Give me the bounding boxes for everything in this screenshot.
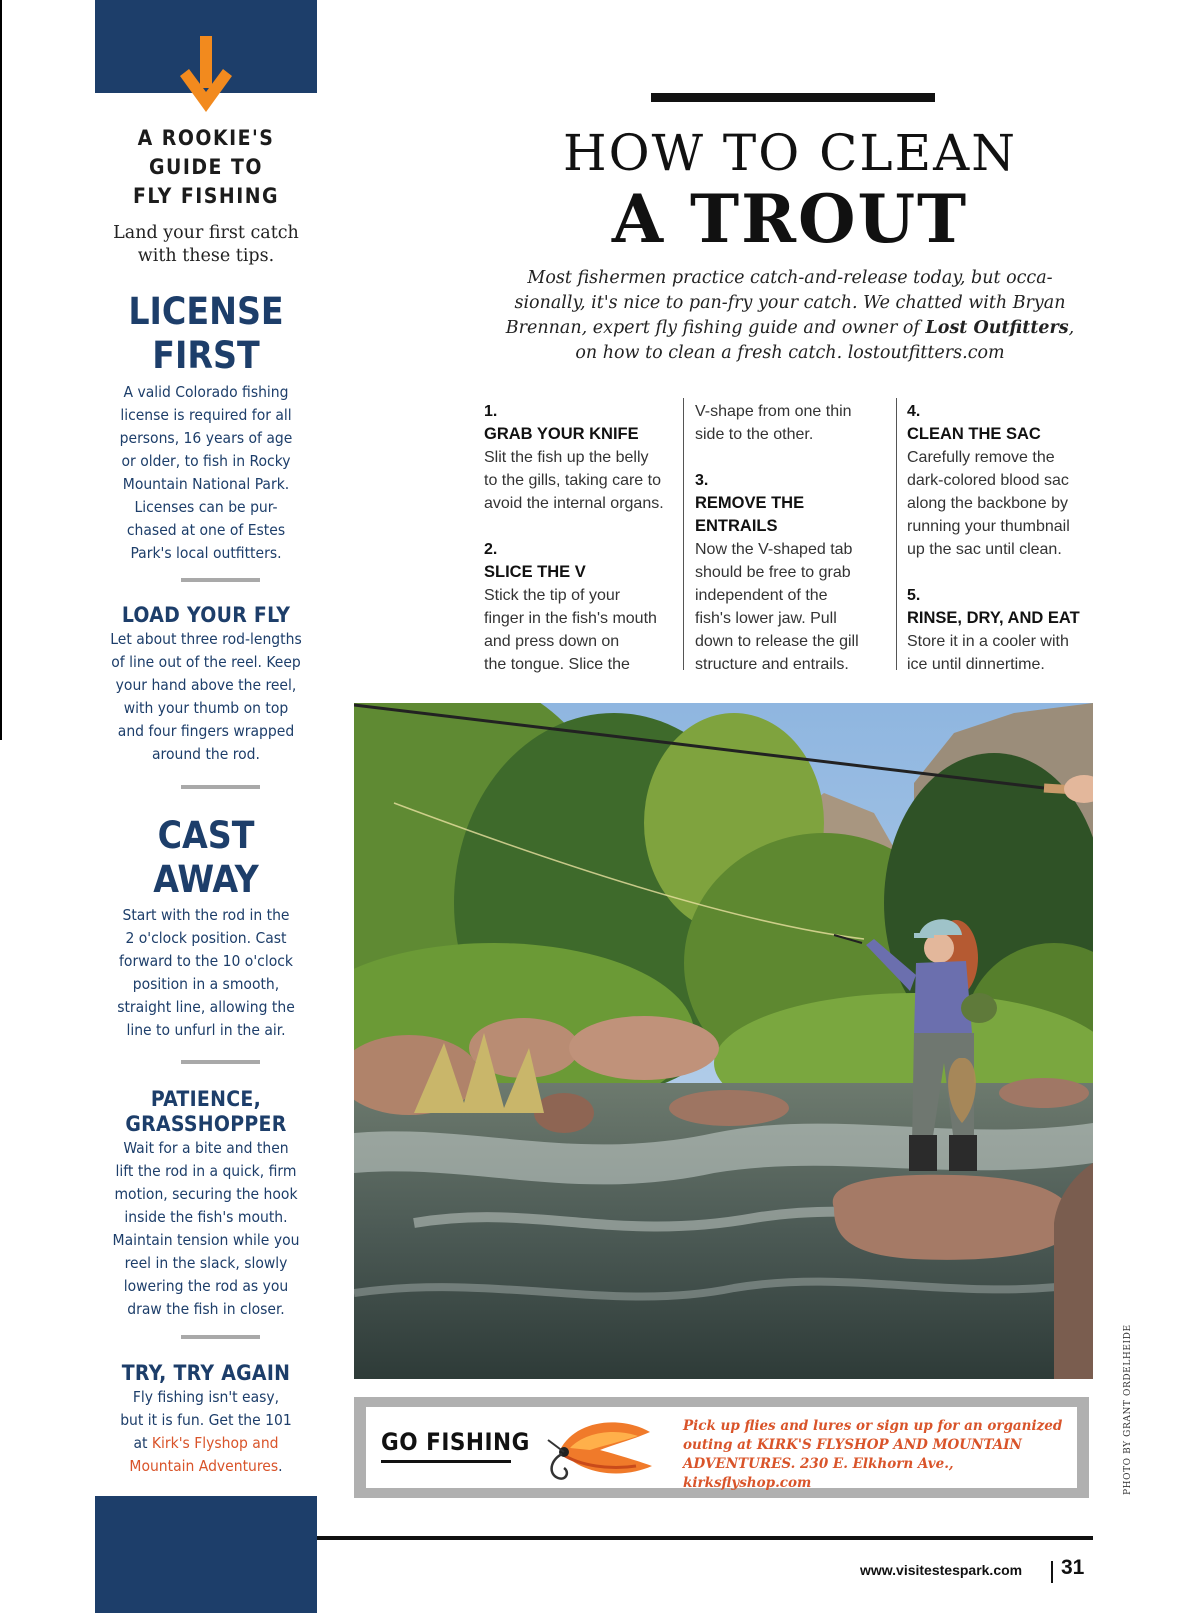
go-fishing-underline	[381, 1460, 511, 1463]
section-patience-grasshopper	[95, 1087, 317, 1321]
step-number: 4.	[907, 403, 921, 420]
step-body: Store it in a cooler with ice until dinnertime.	[907, 633, 1069, 673]
sidebar-kicker-subtitle: Land your first catch with these tips.	[113, 223, 299, 266]
step-body: Carefully remove the dark-colored blood sac along the backbone by running your thumbnail up the sac until clean.	[907, 449, 1070, 558]
step-title: REMOVE THE ENTRAILS	[695, 494, 805, 535]
column-divider	[683, 398, 684, 670]
section-body: Start with the rod in the 2 o'clock position. Cast forward to the 10 o'clock position in a smooth, straight line, allowing the line to unfurl in the air.	[117, 906, 295, 1039]
column-divider	[896, 398, 897, 670]
footer-rule	[317, 1536, 1093, 1540]
step-title: GRAB YOUR KNIFE	[484, 425, 639, 443]
fly-fishing-photo	[354, 703, 1093, 1379]
section-body: A valid Colorado fishing license is required for all persons, 16 years of age or older, to fish in Rocky Mountain National Park. Licenses can be pur- chased at one of Estes Park's local outfitters.	[119, 383, 293, 562]
kirks-flyshop-link[interactable]: Kirk's Flyshop and	[151, 1434, 279, 1452]
section-heading: LOAD YOUR FLY	[121, 603, 291, 627]
go-fishing-label: GO FISHING	[381, 1428, 530, 1456]
steps-column-1	[484, 400, 674, 676]
title-top-rule	[651, 93, 935, 102]
section-body: Fly fishing isn't easy, but it is fun. Get the 101 at Kirk's Flyshop and Mountain Adventures.	[120, 1388, 292, 1475]
lost-outfitters-name: Lost Outfitters	[925, 318, 1069, 338]
section-divider	[181, 785, 260, 789]
article-title-line1: HOW TO CLEAN	[563, 124, 1017, 182]
section-divider	[181, 1335, 260, 1339]
step-number: 3.	[695, 472, 709, 489]
section-cast-away	[95, 814, 317, 1042]
article-title-line2: A TROUT	[611, 180, 969, 258]
steps-column-3	[907, 400, 1107, 676]
section-body: Wait for a bite and then lift the rod in a quick, firm motion, securing the hook inside the fish's mouth. Maintain tension while you reel in the slack, slowly lowering the rod as you draw the fish in closer.	[112, 1139, 300, 1318]
page-number: 31	[1061, 1556, 1085, 1579]
step-number: 1.	[484, 403, 498, 420]
footer-separator	[1051, 1561, 1053, 1583]
step-title: RINSE, DRY, AND EAT	[907, 609, 1080, 627]
section-license-first	[95, 290, 317, 565]
step-body: Slit the fish up the belly to the gills, taking care to avoid the internal organs.	[484, 449, 664, 512]
photo-credit: PHOTO BY GRANT ORDELHEIDE	[1123, 1324, 1133, 1495]
step-number: 2.	[484, 541, 498, 558]
steps-column-2	[695, 400, 891, 676]
section-try-try-again	[95, 1361, 317, 1478]
step-title: CLEAN THE SAC	[907, 425, 1041, 443]
step-title: SLICE THE V	[484, 563, 586, 581]
step-body: Stick the tip of your finger in the fish's mouth and press down on the tongue. Slice the	[484, 587, 657, 673]
page-edge-line	[0, 0, 2, 740]
section-heading: PATIENCE, GRASSHOPPER	[125, 1087, 287, 1136]
step-body: Now the V-shaped tab should be free to grab independent of the fish's lower jaw. Pull down to release the gill structure and entrails.	[695, 541, 859, 673]
sidebar-bottom-block	[95, 1496, 317, 1613]
sidebar-kicker: A ROOKIE'S GUIDE TO FLY FISHING	[132, 126, 280, 208]
section-load-your-fly	[95, 603, 317, 766]
step-number: 5.	[907, 587, 921, 604]
mountain-adventures-link[interactable]: Mountain Adventures	[129, 1457, 279, 1475]
section-divider	[181, 578, 260, 582]
fishing-fly-icon	[540, 1410, 660, 1486]
section-divider	[181, 1060, 260, 1064]
step-body-continued: V-shape from one thin side to the other.	[695, 403, 852, 443]
arrow-down-icon	[176, 36, 236, 114]
footer-url[interactable]: www.visitestespark.com	[860, 1562, 1023, 1578]
section-heading: TRY, TRY AGAIN	[121, 1361, 291, 1385]
section-heading: CAST AWAY	[153, 814, 259, 901]
section-body: Let about three rod-lengths of line out of the reel. Keep your hand above the reel, with your thumb on top and four fingers wrapped around the rod.	[110, 630, 302, 763]
section-heading: LICENSE FIRST	[128, 290, 284, 377]
go-fishing-text: Pick up flies and lures or sign up for an organized outing at KIRK'S FLYSHOP AND MOUNTAIN ADVENTURES. 230 E. Elkhorn Ave., kirksflyshop.com	[683, 1418, 1063, 1491]
article-intro: Most fishermen practice catch-and-release today, but occa- sionally, it's nice to pan-fry your catch. We chatted with Bryan Brennan, expert fly fishing guide and owner of Lost Outfitters, on how to clean a fresh catch. lostoutfitters.com	[505, 268, 1075, 363]
